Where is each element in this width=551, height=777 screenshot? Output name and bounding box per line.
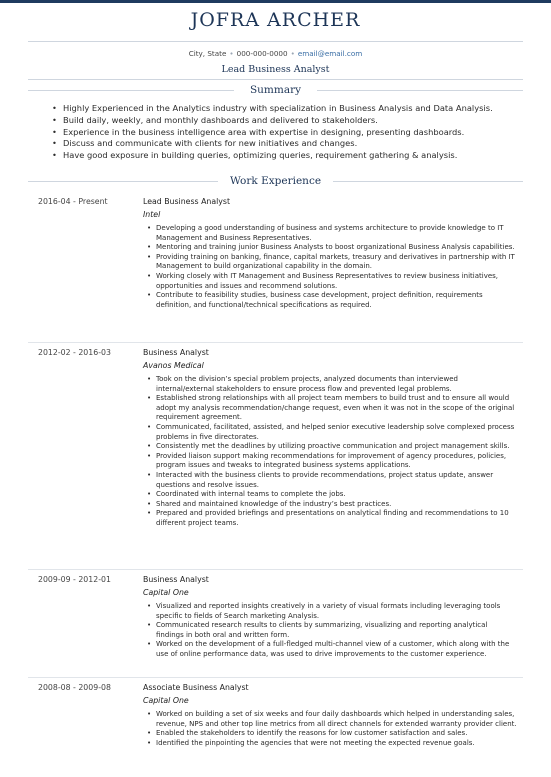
heading-rule-left [28, 90, 234, 91]
job-company: Avanos Medical [143, 361, 204, 370]
job-bullet: • Prepared and provided briefings and presentations on analytical finding and recommendations to 10 different project teams. [147, 509, 517, 528]
summary-item: • Build daily, weekly, and monthly dashboards and delivered to stakeholders. [52, 115, 522, 127]
job-divider [28, 677, 523, 678]
job-bullet: • Provided liaison support making recommendations for improvement of agency procedures, policies, program issues and tweaks to integrated business systems applications. [147, 452, 517, 471]
separator-dot: • [229, 49, 234, 58]
summary-item: • Experience in the business intelligence area with expertise in designing, presenting dashboards. [52, 127, 522, 139]
job-company: Capital One [143, 696, 189, 705]
job-bullet: • Worked on the development of a full-fledged multi-channel view of a customer, which along with the use of online performance data, was used to drive improvements to the customer experience. [147, 640, 517, 659]
job-bullet: • Shared and maintained knowledge of the industry’s best practices. [147, 500, 517, 510]
heading-rule-right [333, 181, 523, 182]
experience-heading-block [0, 175, 551, 187]
summary-item: • Discuss and communicate with clients for new initiatives and changes. [52, 138, 522, 150]
job-bullet: • Enabled the stakeholders to identify the reasons for low customer satisfaction and sales. [147, 729, 517, 739]
job-bullet: • Consistently met the deadlines by utilizing proactive communication and project management skills. [147, 442, 517, 452]
job-bullet: • Mentoring and training junior Business Analysts to boost organizational Business Analysis capabilities. [147, 243, 517, 253]
headline-title: Lead Business Analyst [221, 64, 330, 75]
job-bullet: • Providing training on banking, finance, capital markets, treasury and derivatives in partnership with IT Management to build organizational capability in the domain. [147, 253, 517, 272]
job-role: Lead Business Analyst [143, 197, 231, 206]
job-bullets [147, 710, 517, 748]
job-bullets [147, 375, 517, 529]
job-bullet: • Visualized and reported insights creatively in a variety of visual formats including leveraging tools specific to fields of Search marketing Analysis. [147, 602, 517, 621]
summary-list [52, 103, 522, 162]
job-bullet: • Identified the pinpointing the agencies that were not meeting the expected revenue goals. [147, 739, 517, 749]
experience-heading: Work Experience [229, 175, 322, 187]
job-bullets [147, 602, 517, 660]
summary-item: • Have good exposure in building queries, optimizing queries, requirement gathering & analysis. [52, 150, 522, 162]
summary-heading: Summary [249, 84, 302, 96]
job-role: Business Analyst [143, 348, 209, 357]
job-bullet: • Took on the division’s special problem projects, analyzed documents than interviewed internal/external stakeholders to ensure process flow and prevented legal problems. [147, 375, 517, 394]
job-bullet: • Contribute to feasibility studies, business case development, project definition, requirements definition, and functional/technical specifications as required. [147, 291, 517, 310]
job-company: Intel [143, 210, 161, 219]
job-role: Associate Business Analyst [143, 683, 249, 692]
summary-heading-block [0, 84, 551, 96]
job-role: Business Analyst [143, 575, 209, 584]
job-bullet: • Developing a good understanding of business and systems architecture to provide knowledge to IT Management and Business Representatives. [147, 224, 517, 243]
job-bullet: • Worked on building a set of six weeks and four daily dashboards which helped in understanding sales, revenue, NPS and other top line metrics from all direct channels for extended warranty provider client. [147, 710, 517, 729]
top-accent-bar [0, 0, 551, 3]
job-dates: 2012-02 - 2016-03 [38, 348, 111, 357]
job-bullets [147, 224, 517, 310]
job-dates: 2008-08 - 2009-08 [38, 683, 111, 692]
header-divider [28, 41, 523, 42]
job-divider [28, 342, 523, 343]
job-bullet: • Established strong relationships with all project team members to build trust and to ensure all would adopt my analysis recommendation/change request, even when it was not in the scope of the original requirement agreement. [147, 394, 517, 423]
summary-item: • Highly Experienced in the Analytics industry with specialization in Business Analysis and Data Analysis. [52, 103, 522, 115]
contact-line [0, 49, 551, 58]
job-bullet: • Working closely with IT Management and Business Representatives to review business initiatives, opportunities and issues and recommend solutions. [147, 272, 517, 291]
job-bullet: • Interacted with the business clients to provide recommendations, project status update, answer questions and resolve issues. [147, 471, 517, 490]
location-text: City, State [188, 49, 227, 58]
heading-rule-right [317, 90, 523, 91]
title-divider [28, 79, 523, 80]
job-bullet: • Communicated, facilitated, assisted, and helped senior executive leadership solve complexed process problems in five directorates. [147, 423, 517, 442]
job-company: Capital One [143, 588, 189, 597]
email-link[interactable]: email@email.com [297, 49, 363, 58]
job-bullet: • Coordinated with internal teams to complete the jobs. [147, 490, 517, 500]
job-dates: 2009-09 - 2012-01 [38, 575, 111, 584]
phone-text: 000-000-0000 [236, 49, 288, 58]
heading-rule-left [28, 181, 218, 182]
candidate-name: JOFRA ARCHER [190, 9, 361, 31]
job-dates: 2016-04 - Present [38, 197, 108, 206]
job-bullet: • Communicated research results to clients by summarizing, visualizing and reporting analytical findings in both oral and written form. [147, 621, 517, 640]
job-divider [28, 569, 523, 570]
separator-dot: • [290, 49, 295, 58]
